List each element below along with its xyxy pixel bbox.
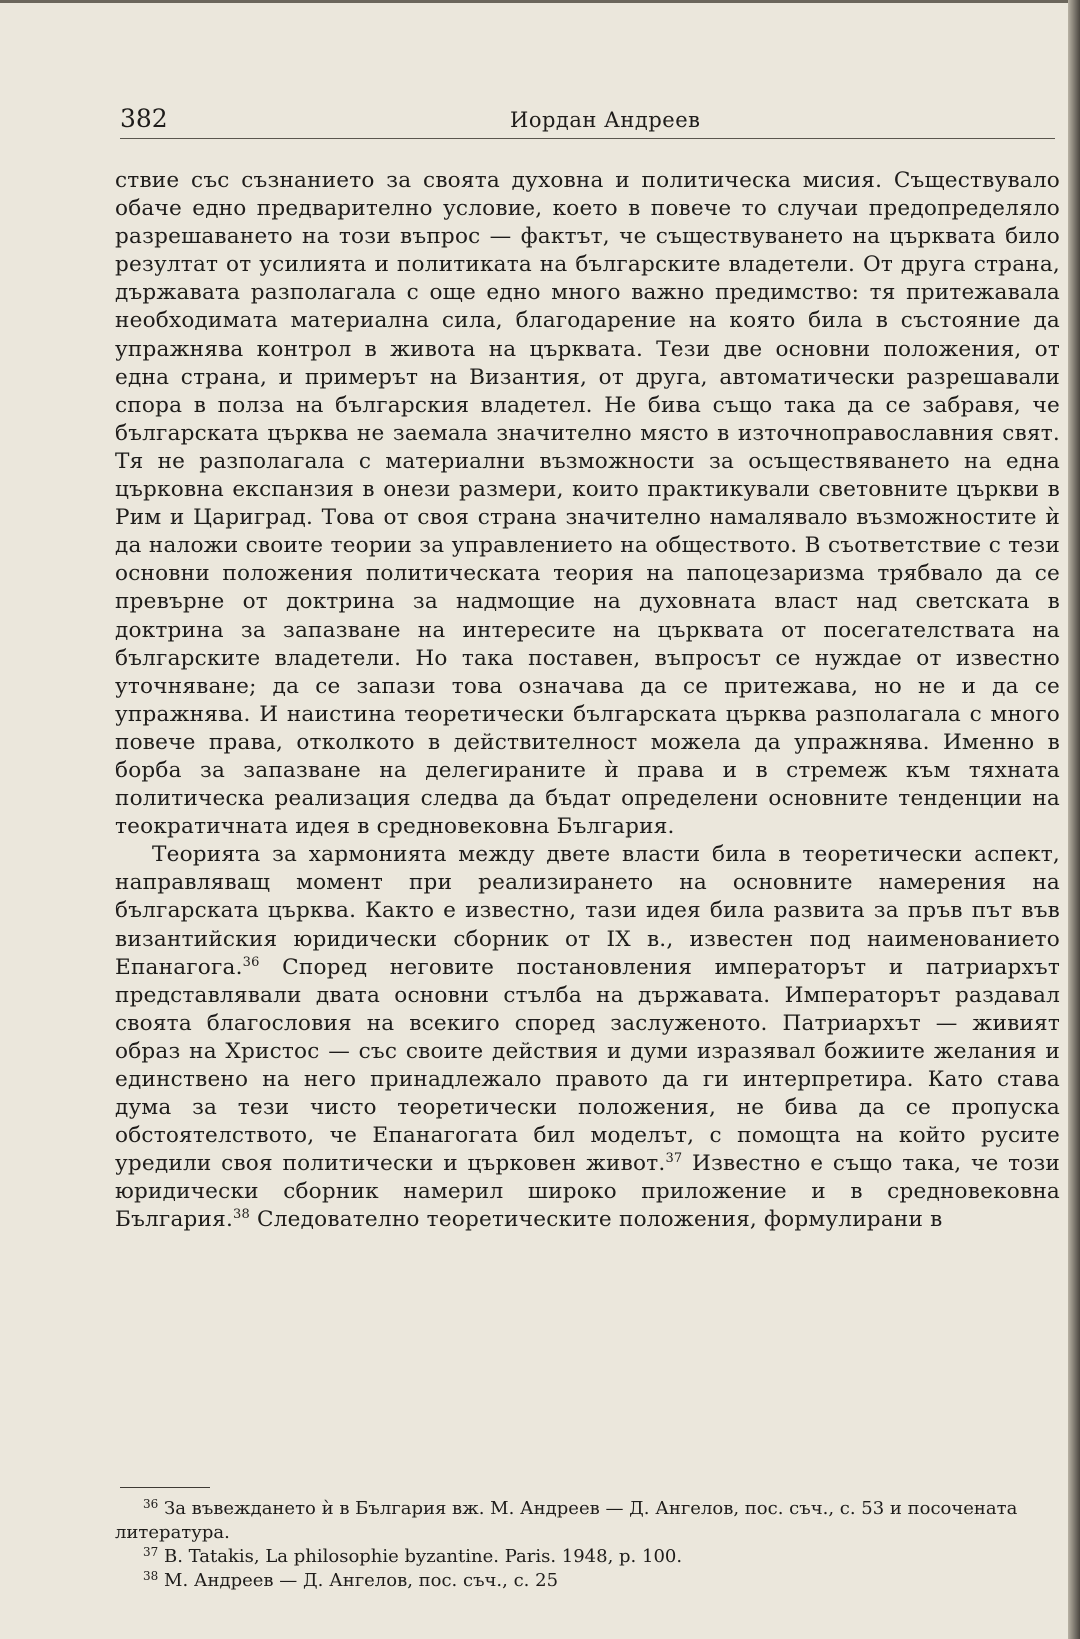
footnote-text: B. Tatakis, La philosophie byzantine. Paris. 1948, p. 100. — [164, 1546, 683, 1567]
footnotes — [115, 1497, 1060, 1593]
header-rule — [120, 138, 1055, 139]
footnote-ref-38: 38 — [233, 1207, 250, 1223]
paragraph-2-part-4: Следователно теоретическите положения, формулирани в — [249, 1207, 943, 1233]
footnote — [115, 1545, 1060, 1569]
footnote-rule — [120, 1487, 210, 1488]
paragraph-1: ствие със съзнанието за своята духовна и политическа мисия. Съществувало обаче едно предварително условие, което в повече то случаи предопределяло разрешаването на този въпрос — фактът, че съществуването на църквата било резултат от усилията и политиката на българските владетели. От друга страна, държавата разполагала с още едно много важно предимство: тя притежавала необходимата материална сила, благодарение на която била в състояние да упражнява контрол в живота на църквата. Тези две основни положения, от една страна, и примерът на Византия, от друга, автоматически разрешавали спора в полза на българския владетел. Не бива също така да се забравя, че българската църква не заемала значително място в източноправославния свят. Тя не разполагала с материални възможности за осъществяването на една църковна експанзия в онези размери, които практикували световните църкви в Рим и Цариград. Това от своя страна значително намалявало възможностите ѝ да наложи своите теории за управлението на обществото. В съответствие с тези основни положения политическата теория на папоцезаризма трябвало да се превърне от доктрина за надмощие на духовната власт над светската в доктрина за запазване на интересите на църквата от посегателствата на българските владетели. Но така поставен, въпросът се нуждае от известно уточняване; да се запази това означава да се притежава, но не и да се упражнява. И наистина теоретически българската църква разполагала с много повече права, отколкото в действителност можела да упражнява. Именно в борба за запазване на делегираните ѝ права и в стремеж към тяхната политическа реализация следва да бъдат определени основните тенденции на теократичната идея в средновековна България. — [115, 168, 1060, 840]
footnote-text: М. Андреев — Д. Ангелов, пос. съч., с. 25 — [164, 1570, 559, 1591]
paragraph-2-part-3: Известно е също така, че този юридически сборник намерил широко приложение и в средновековна България. — [115, 1151, 1061, 1233]
footnote-number: 36 — [143, 1497, 159, 1511]
footnote-ref-36: 36 — [242, 954, 260, 970]
top-rule — [0, 0, 1068, 3]
book-spine-edge — [1068, 0, 1080, 1639]
footnote — [115, 1497, 1060, 1545]
footnote-number: 38 — [143, 1569, 159, 1583]
page-header — [120, 104, 1055, 142]
footnote-number: 37 — [143, 1545, 159, 1559]
page-number: 382 — [120, 104, 168, 133]
footnote-ref-37: 37 — [665, 1151, 683, 1167]
paragraph-2-part-1: Теорията за хармонията между двете власти била в теоретически аспект, направляващ момент при реализирането на основните намерения на българската църква. Както е известно, тази идея била развита за пръв път във византийския юридически сборник от IX в., известен под наименованието Епанагога. — [115, 842, 1060, 980]
body-text — [115, 167, 1060, 1235]
footnote — [115, 1569, 1060, 1593]
paragraph-2 — [115, 841, 1060, 1234]
running-head: Иордан Андреев — [510, 108, 701, 132]
footnote-text: За въвеждането ѝ в България вж. М. Андреев — Д. Ангелов, пос. съч., с. 53 и посочената литература. — [115, 1498, 1018, 1543]
paragraph-2-part-2: Според неговите постановления императорът и патриархът представлявали двата основни стълба на държавата. Императорът раздавал своята благословия на всекиго според заслуженото. Патриархът — живият образ на Христос — със своите действия и думи изразявал божиите желания и единствено на него принадлежало правото да ги интерпретира. Като става дума за тези чисто теоретически положения, не бива да се пропуска обстоятелството, че Епанагогата бил моделът, с помощта на който русите уредили своя политически и църковен живот. — [115, 954, 1060, 1177]
